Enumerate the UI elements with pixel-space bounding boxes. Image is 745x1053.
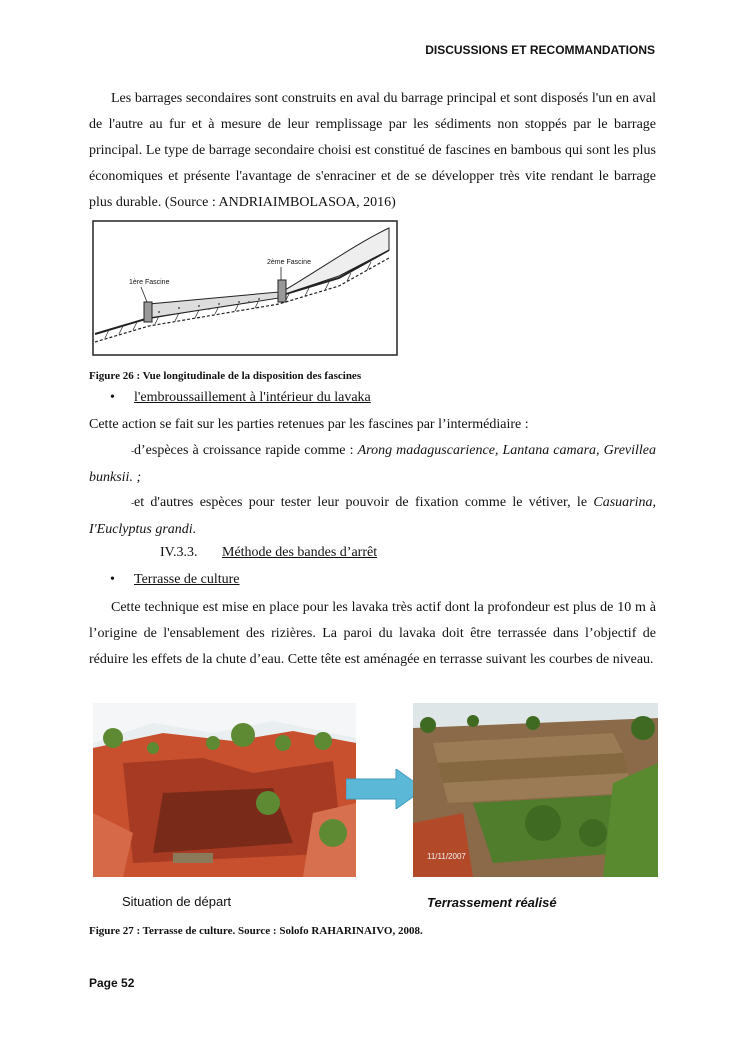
section-title: Méthode des bandes d’arrêt xyxy=(222,545,378,560)
dash-item-species: -d’espèces à croissance rapide comme : Arong madaguscarience, Lantana camara, Grevillea bunksii. ; xyxy=(89,438,656,491)
section-number: IV.3.3. xyxy=(160,545,198,560)
label-situation-depart: Situation de départ xyxy=(122,894,232,909)
bullet-icon: • xyxy=(110,572,115,587)
bullet-text: l'embroussaillement à l'intérieur du lavaka xyxy=(134,390,371,405)
running-header: DISCUSSIONS ET RECOMMANDATIONS xyxy=(425,43,655,57)
terrace-paragraph: Cette technique est mise en place pour les lavaka très actif dont la profondeur est plus de 10 m à l’origine de l'ensablement des rizières. La paroi du lavaka doit être terrassée dans l’objectif de réduire les effets de la chute d’eau. Cette tête est aménagée en terrasse suivant les courbes de niveau. xyxy=(89,600,656,667)
label-terrassement: Terrassement réalisé xyxy=(427,895,557,910)
dash-marker-icon: - xyxy=(131,498,135,509)
photo-date-stamp: 11/11/2007 xyxy=(427,852,466,861)
second-fascine-label: 2ème Fascine xyxy=(267,259,311,266)
dash-marker-icon: - xyxy=(131,446,135,457)
intro-paragraph: Les barrages secondaires sont construits en aval du barrage principal et sont disposés l'un en aval de l'autre au fur et à mesure de leur remplissage par les sédiments non stoppés par le barrage principal. Le type de barrage secondaire choisi est constitué de fascines en bambous qui sont les plus économiques et présente l'avantage de s'enraciner et de se développer très vite rendant le barrage plus durable. (Source : ANDRIAIMBOLASOA, 2016) xyxy=(89,91,656,210)
photo-situation-depart xyxy=(93,703,356,877)
page-number: Page 52 xyxy=(89,976,135,990)
bullet-text: Terrasse de culture xyxy=(134,572,240,587)
bullet-item-embroussaillement xyxy=(110,390,371,406)
dash-item-fixation: -et d'autres espèces pour tester leur pouvoir de fixation comme le vétiver, le Casuarina, I'Euclyptus grandi. xyxy=(89,490,656,543)
action-text: Cette action se fait sur les parties retenues par les fascines par l’intermédiaire : xyxy=(89,417,529,432)
figure-26-drawing xyxy=(89,218,401,358)
photo-terrassement xyxy=(413,703,658,877)
figure-27-caption: Figure 27 : Terrasse de culture. Source : Solofo RAHARINAIVO, 2008. xyxy=(89,925,423,937)
figure-26-caption: Figure 26 : Vue longitudinale de la disposition des fascines xyxy=(89,370,362,382)
first-fascine-label: 1ère Fascine xyxy=(129,279,170,286)
bullet-item-terrasse xyxy=(110,572,240,588)
bullet-icon: • xyxy=(110,390,115,405)
section-heading xyxy=(160,545,377,561)
